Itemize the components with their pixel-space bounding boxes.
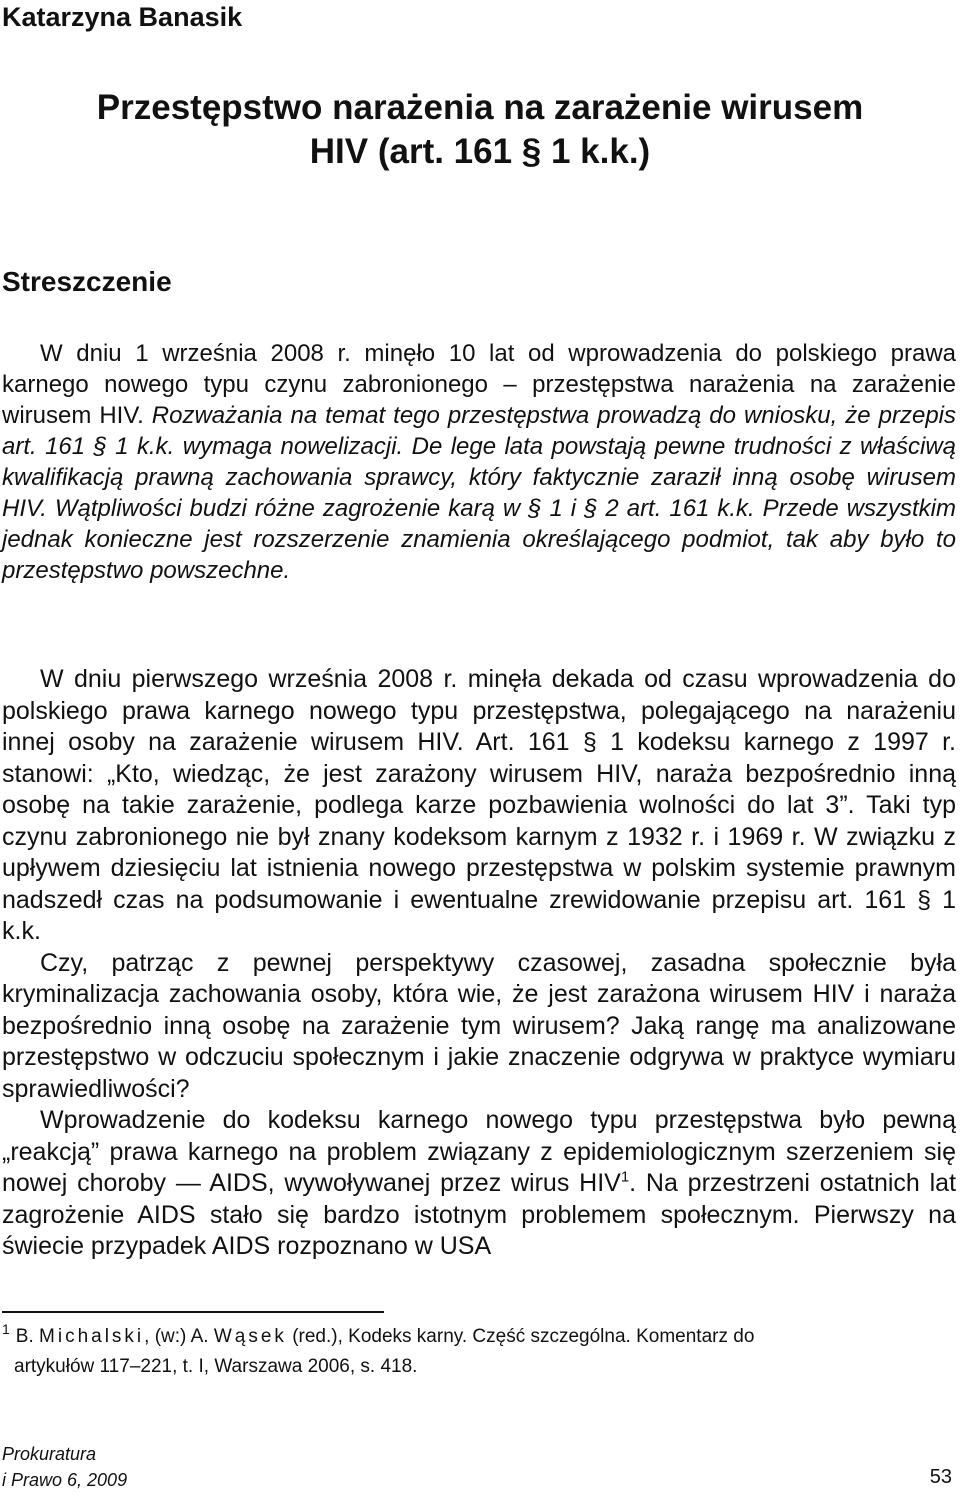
footnote-mark: 1	[2, 1321, 10, 1337]
footnote-mid: , (w:) A.	[144, 1326, 214, 1347]
article-title	[0, 86, 960, 174]
abstract-paragraph	[2, 338, 956, 586]
title-line-1: Przestępstwo narażenia na zarażenie wirusem	[96, 88, 864, 127]
footnote-1	[2, 1322, 956, 1381]
title-line-2: HIV (art. 161 § 1 k.k.)	[309, 132, 651, 171]
journal-name: Prokuratura	[2, 1444, 97, 1464]
abstract-italic-text: Rozważania na temat tego przestępstwa prowadzą do wniosku, że przepis art. 161 § 1 k.k. wymaga nowelizacji. De lege lata powstają pewne trudności z właściwą kwalifikacją prawną zachowania sprawcy, który faktycznie zaraził inną osobę wirusem HIV. Wątpliwości budzi różne zagrożenie karą w § 1 i § 2 art. 161 k.k. Przede wszystkim jednak konieczne jest rozszerzenie znamienia określającego podmiot, tak aby było to przestępstwo powszechne.	[2, 402, 956, 584]
article-body	[2, 664, 956, 1263]
footnote-pre: B.	[15, 1326, 40, 1347]
author-name: Katarzyna Banasik	[2, 2, 243, 32]
footnote-author-1: Michalski	[39, 1326, 145, 1347]
body-paragraph-3	[2, 1105, 956, 1263]
footnote-line-2: artykułów 117–221, t. I, Warszawa 2006, s. 418.	[14, 1356, 418, 1377]
page-number: 53	[929, 1466, 952, 1488]
body-paragraph-3-text-a: Wprowadzenie do kodeksu karnego nowego typu przestępstwa było pewną „reakcją” prawa karnego na problem związany z epidemiologicznym szerzeniem się nowej choroby — AIDS, wywoływanej przez wirus HIV	[2, 1106, 956, 1197]
footnote-reference[interactable]: 1	[620, 1168, 630, 1186]
journal-info	[2, 1441, 127, 1493]
journal-issue: i Prawo 6, 2009	[2, 1470, 128, 1490]
body-paragraph-1: W dniu pierwszego września 2008 r. minęła dekada od czasu wprowadzenia do polskiego prawa karnego nowego typu przestępstwa, polegającego na narażeniu innej osoby na zarażenie wirusem HIV. Art. 161 § 1 kodeksu karnego z 1997 r. stanowi: „Kto, wiedząc, że jest zarażony wirusem HIV, naraża bezpośrednio inną osobę na takie zarażenie, podlega karze pozbawienia wolności do lat 3”. Taki typ czynu zabronionego nie był znany kodeksom karnym z 1932 r. i 1969 r. W związku z upływem dziesięciu lat istnienia nowego przestępstwa w polskim systemie prawnym nadszedł czas na podsumowanie i ewentualne zrewidowanie przepisu art. 161 § 1 k.k.	[2, 665, 956, 945]
footnote-rest: (red.), Kodeks karny. Część szczególna. Komentarz do	[286, 1326, 755, 1347]
abstract-normal-text: W dniu 1 września 2008 r. minęło 10 lat od wprowadzenia do polskiego prawa karnego nowego typu czynu zabronionego – przestępstwa narażenia na zarażenie wirusem HIV.	[2, 340, 956, 429]
abstract	[2, 338, 956, 586]
body-paragraph-3-text-b: . Na przestrzeni ostatnich lat zagrożenie AIDS stało się bardzo istotnym problemem społecznym. Pierwszy na świecie przypadek AIDS rozpoznano w USA	[2, 1169, 957, 1260]
body-paragraph-2: Czy, patrząc z pewnej perspektywy czasowej, zasadna społecznie była kryminalizacja zachowania osoby, która wie, że jest zarażona wirusem HIV i naraża bezpośrednio inną osobę na zarażenie tym wirusem? Jaką rangę ma analizowane przestępstwo w odczuciu społecznym i jakie znaczenie odgrywa w praktyce wymiaru sprawiedliwości?	[2, 948, 956, 1103]
section-heading: Streszczenie	[2, 266, 172, 297]
footnote-separator	[2, 1311, 384, 1313]
footnote-author-2: Wąsek	[213, 1326, 287, 1347]
